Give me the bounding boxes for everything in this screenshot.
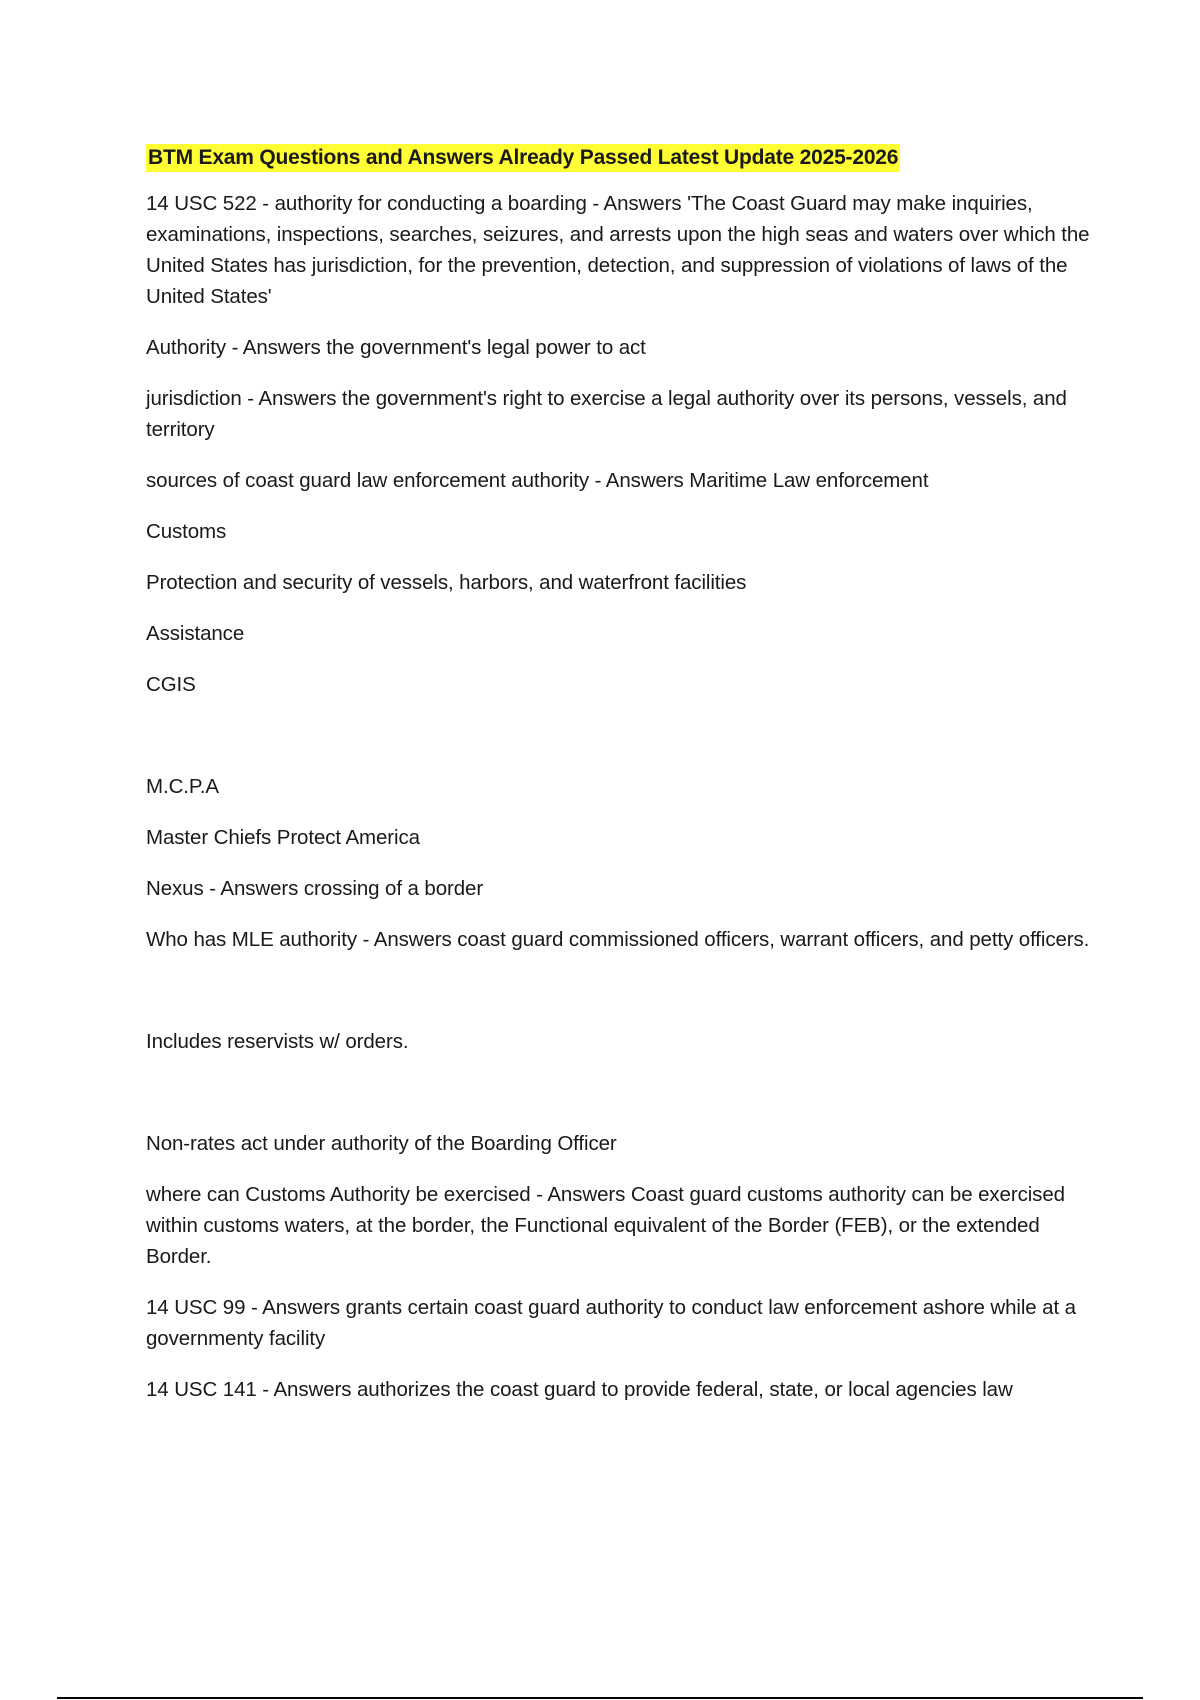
paragraph-authority: Authority - Answers the government's legal power to act <box>146 336 646 359</box>
paragraph-jurisdiction: jurisdiction - Answers the government's right to exercise a legal authority over its persons, vessels, and territory <box>146 387 1067 441</box>
page-bottom-rule <box>57 1697 1143 1699</box>
paragraph-14-usc-99: 14 USC 99 - Answers grants certain coast guard authority to conduct law enforcement ashore while at a governmenty facility <box>146 1296 1076 1350</box>
paragraph-protection-security: Protection and security of vessels, harbors, and waterfront facilities <box>146 571 747 594</box>
paragraph-14-usc-141: 14 USC 141 - Answers authorizes the coast guard to provide federal, state, or local agencies law <box>146 1378 1013 1401</box>
paragraph-14-usc-522: 14 USC 522 - authority for conducting a boarding - Answers 'The Coast Guard may make inquiries, examinations, inspections, searches, seizures, and arrests upon the high seas and waters over which the United States has jurisdiction, for the prevention, detection, and suppression of violations of laws of the United States' <box>146 192 1090 308</box>
document-page <box>146 140 1096 1425</box>
paragraph-mcpa: M.C.P.A <box>146 775 219 798</box>
paragraph-nexus: Nexus - Answers crossing of a border <box>146 877 484 900</box>
document-title: BTM Exam Questions and Answers Already Passed Latest Update 2025-2026 <box>146 144 900 172</box>
paragraph-who-has-mle: Who has MLE authority - Answers coast guard commissioned officers, warrant officers, and petty officers. <box>146 928 1090 951</box>
paragraph-non-rates: Non-rates act under authority of the Boarding Officer <box>146 1132 617 1155</box>
paragraph-sources-of-authority: sources of coast guard law enforcement authority - Answers Maritime Law enforcement <box>146 469 929 492</box>
paragraph-assistance: Assistance <box>146 622 245 645</box>
paragraph-cgis: CGIS <box>146 673 196 696</box>
paragraph-master-chiefs: Master Chiefs Protect America <box>146 826 420 849</box>
paragraph-includes-reservists: Includes reservists w/ orders. <box>146 1030 409 1053</box>
paragraph-customs-authority: where can Customs Authority be exercised - Answers Coast guard customs authority can be exercised within customs waters, at the border, the Functional equivalent of the Border (FEB), or the extended Border. <box>146 1183 1065 1268</box>
paragraph-customs: Customs <box>146 520 227 543</box>
